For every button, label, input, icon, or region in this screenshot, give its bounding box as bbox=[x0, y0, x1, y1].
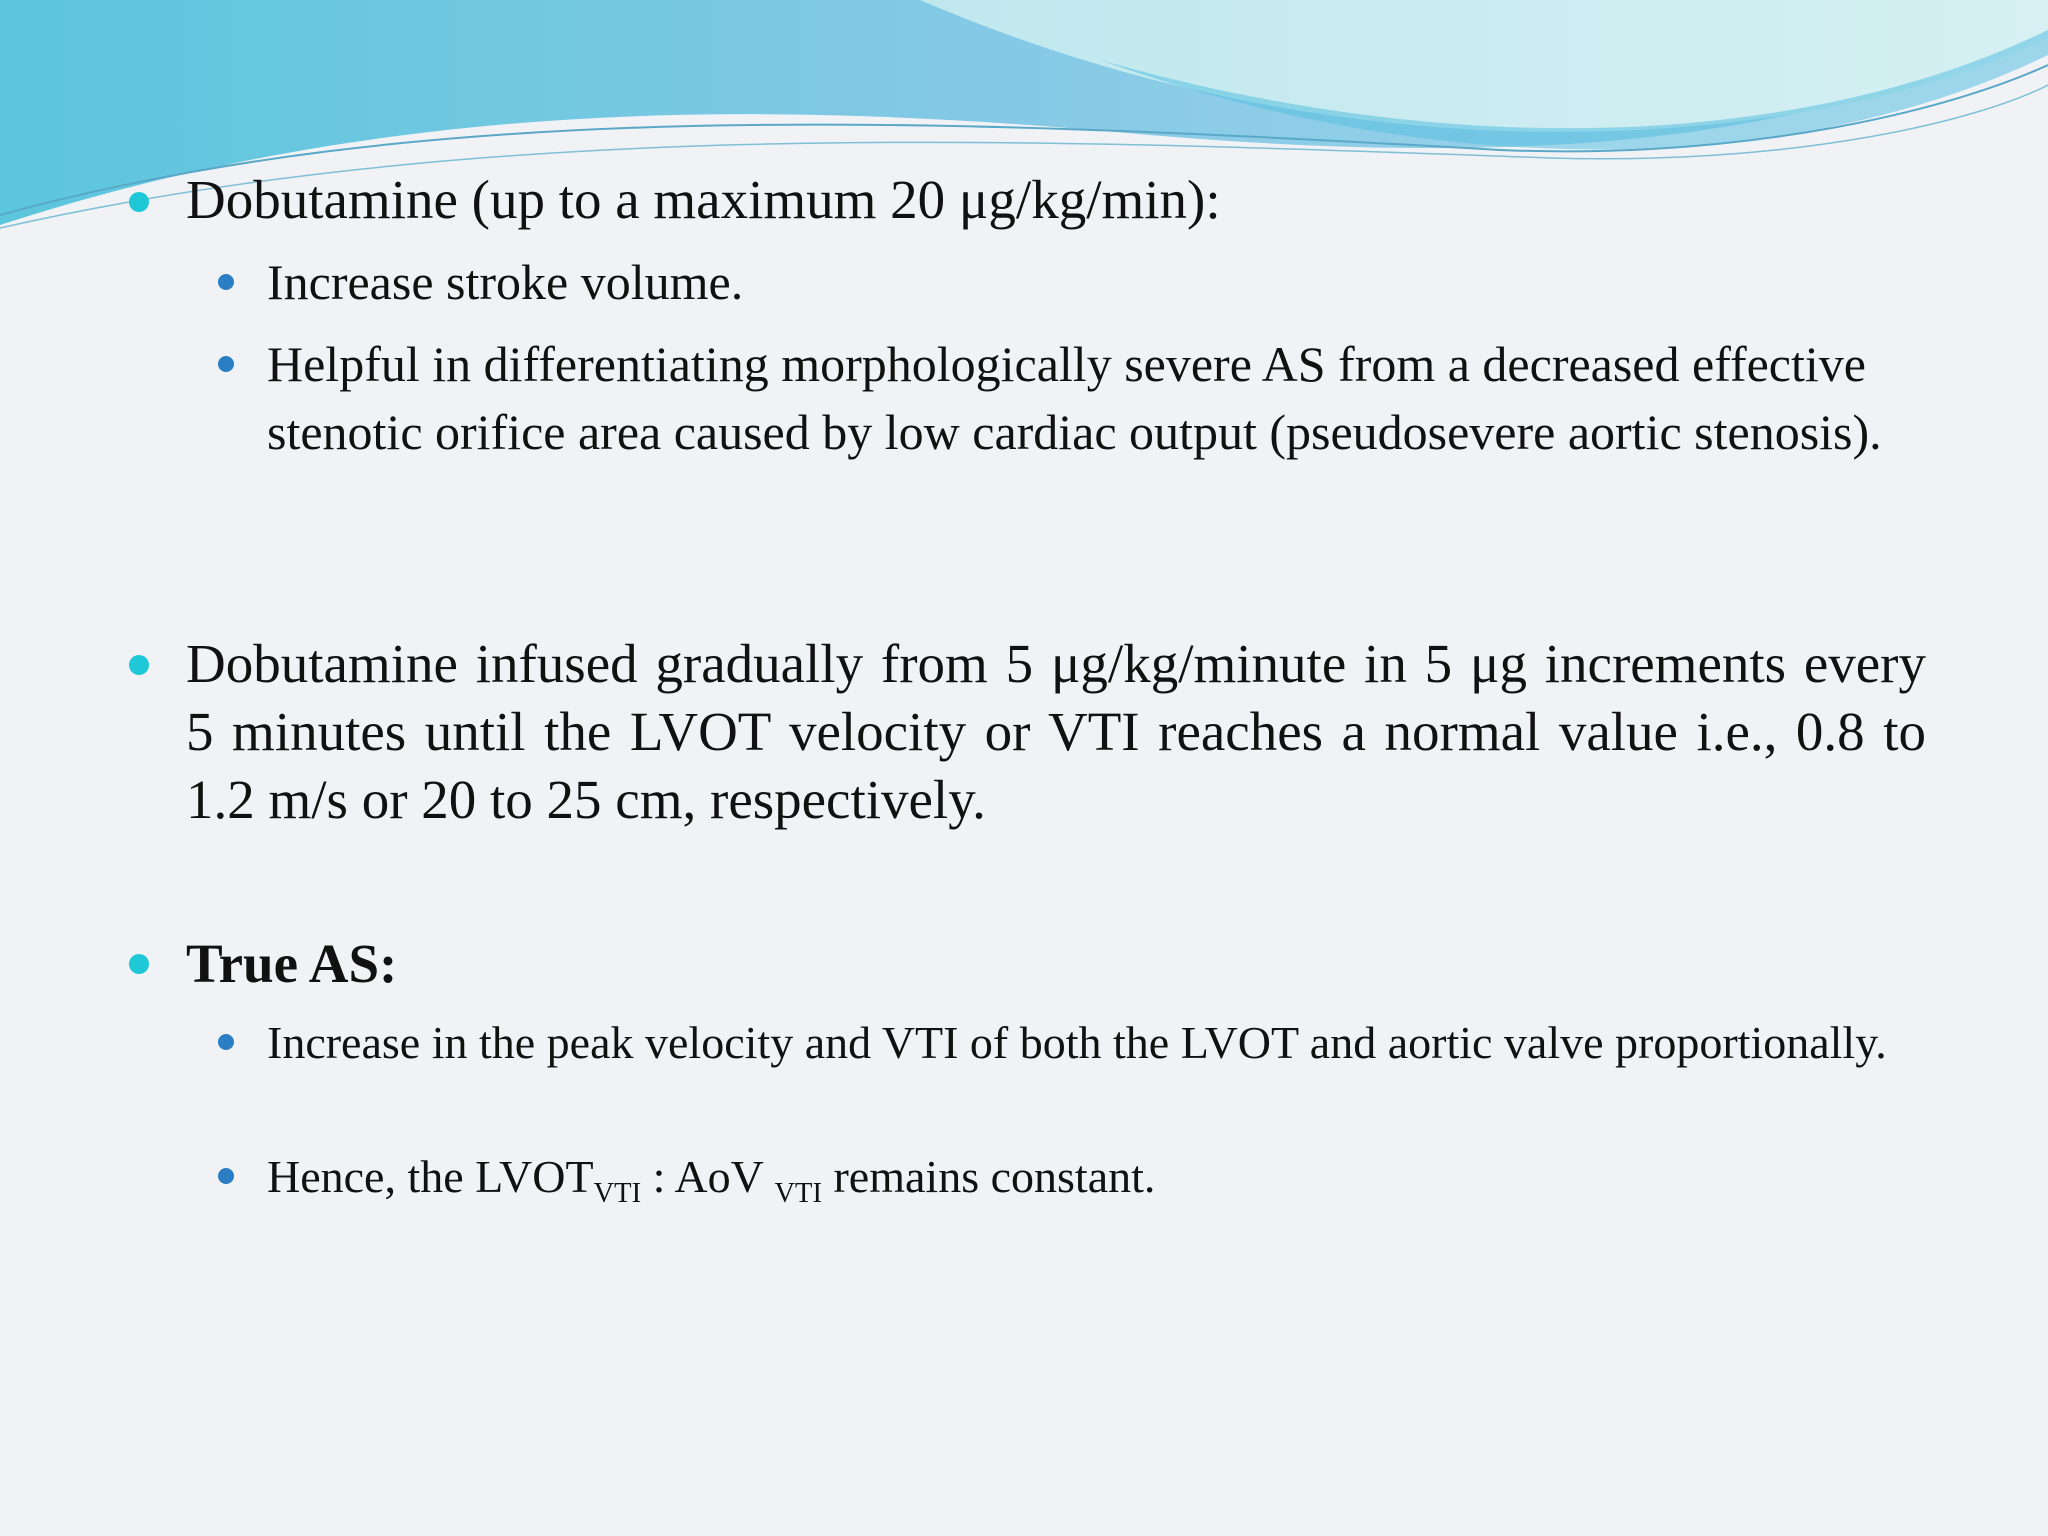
ratio-subscript-lvot: VTI bbox=[593, 1177, 642, 1209]
bullet-icon bbox=[129, 954, 149, 974]
bullet-true-as-heading: True AS: bbox=[186, 933, 398, 994]
sub-bullet-peak-velocity: Increase in the peak velocity and VTI of both the LVOT and aortic valve proportionally. bbox=[267, 1017, 1887, 1068]
sub-bullet-icon bbox=[218, 356, 234, 372]
bullet-dobutamine-max-dose: Dobutamine (up to a maximum 20 μg/kg/min): bbox=[186, 169, 1221, 230]
bullet-dobutamine-infusion: Dobutamine infused gradually from 5 μg/kg/minute in 5 μg increments every 5 minutes until the LVOT velocity or VTI reaches a normal value i.e., 0.8 to 1.2 m/s or 20 to 25 cm, respectively. bbox=[186, 633, 1926, 830]
sub-bullet-icon bbox=[218, 1034, 234, 1050]
ratio-middle: : AoV bbox=[641, 1151, 775, 1202]
ratio-subscript-aov: VTI bbox=[774, 1177, 822, 1209]
sub-bullet-icon bbox=[218, 274, 234, 290]
bullet-icon bbox=[129, 655, 149, 675]
sub-bullet-ratio-constant bbox=[267, 1146, 1927, 1208]
sub-bullet-stroke-volume: Increase stroke volume. bbox=[267, 254, 744, 310]
ratio-prefix: Hence, the LVOT bbox=[267, 1151, 594, 1202]
bullet-icon bbox=[129, 192, 149, 212]
sub-bullet-differentiating: Helpful in differentiating morphologically severe AS from a decreased effective stenotic orifice area caused by low cardiac output (pseudosevere aortic stenosis). bbox=[267, 336, 1882, 460]
ratio-suffix: remains constant. bbox=[821, 1151, 1156, 1202]
sub-bullet-icon bbox=[218, 1168, 234, 1184]
